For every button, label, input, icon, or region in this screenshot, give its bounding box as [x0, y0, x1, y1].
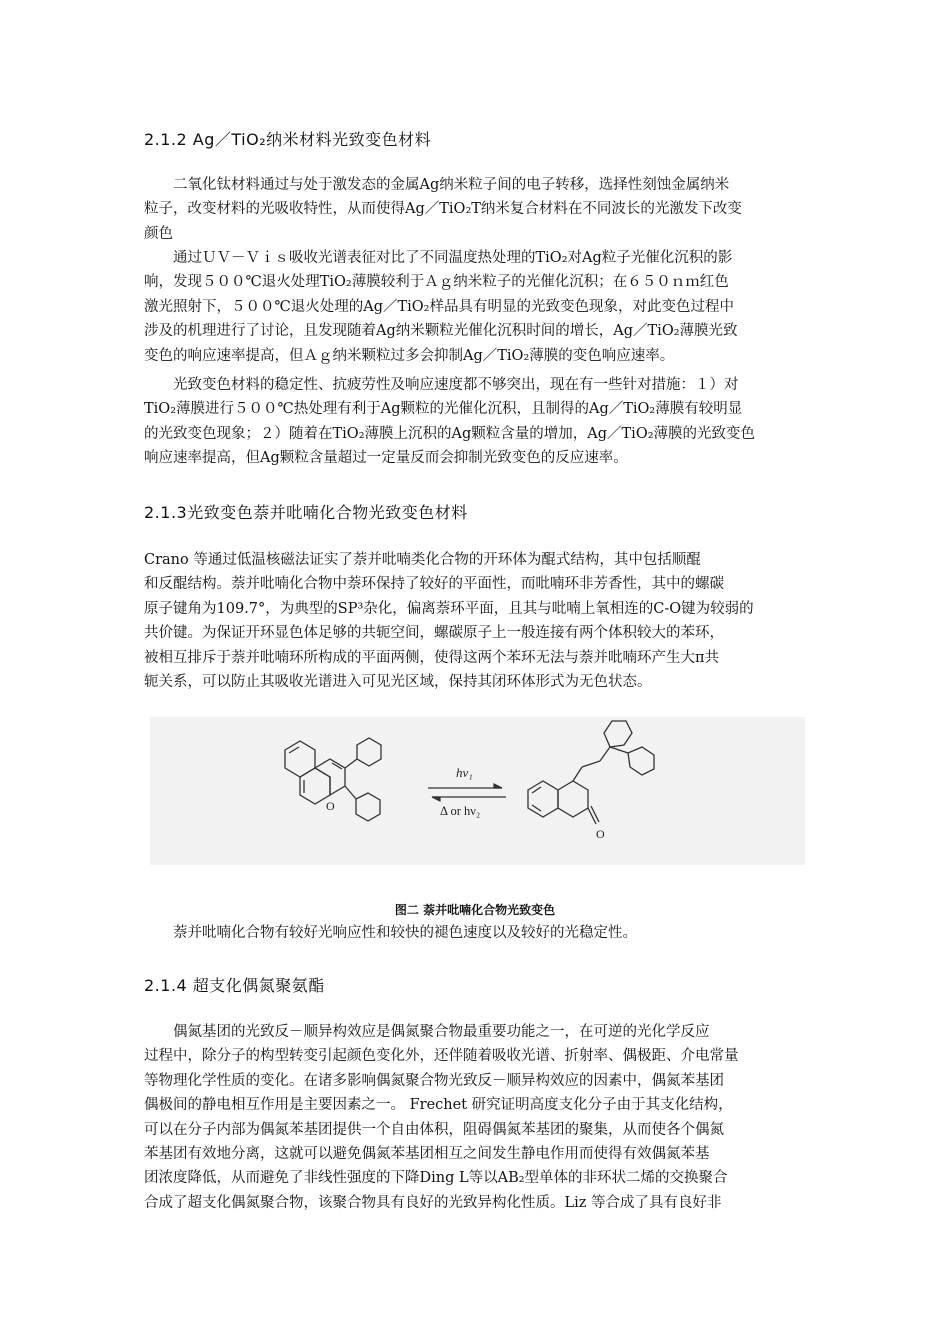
paragraph-uv-vis [144, 246, 814, 368]
text-line: 通过ＵＶ－Ｖｉｓ吸收光谱表征对比了不同温度热处理的TiO₂对Ag粒子光催化沉积的影 [144, 250, 733, 266]
phenyl-3 [604, 721, 632, 747]
section-heading-2-1-4: 2.1.4 超支化偶氮聚氨酯 [144, 976, 325, 995]
paragraph-measures [144, 373, 814, 471]
text-line: 过程中，除分子的构型转变引起颜色变化外，还伴随着吸收光谱、折射率、偶极距、介电常量 [144, 1048, 739, 1065]
text-line: 颜色 [144, 225, 173, 242]
text-line: 响，发现５００℃退火处理TiO₂薄膜较利于Ａｇ纳米粒子的光催化沉积；在６５０ｎｍ红色 [144, 274, 729, 291]
text-line: 等物理化学性质的变化。在诸多影响偶氮聚合物光致反－顺异构效应的因素中，偶氮苯基团 [144, 1072, 724, 1089]
text-line: 激光照射下，５００℃退火处理的Ag／TiO₂样品具有明显的光致变色现象，对此变色过程中 [144, 298, 734, 315]
text-line: 共价键。为保证开环显色体足够的共轭空间，螺碳原子上一般连接有两个体积较大的苯环， [144, 625, 724, 642]
text-line: 偶氮基团的光致反－顺异构效应是偶氮聚合物最重要功能之一，在可逆的光化学反应 [144, 1024, 710, 1040]
reaction-scheme-image [150, 717, 805, 865]
pyran-ring [315, 759, 345, 795]
ring-c [528, 781, 558, 817]
oxygen-label-left: O [326, 799, 335, 813]
paragraph-ag-tio2-intro [144, 173, 814, 246]
text-line: 响应速率提高，但Ag颗粒含量超过一定量反而会抑制光致变色的反应速率。 [144, 450, 628, 467]
text-line: 粒子，改变材料的光吸收特性，从而使得Ag／TiO₂T纳米复合材料在不同波长的光激发下改变 [144, 201, 742, 218]
oxygen-label-right: O [596, 827, 605, 841]
phenyl-4 [628, 747, 654, 775]
ring-d [558, 781, 588, 817]
paragraph-azo [144, 1020, 814, 1215]
phenyl-2 [356, 793, 380, 821]
reverse-arrow-head [432, 797, 440, 801]
reverse-condition-label: Δ or hν₂ [440, 804, 481, 818]
text-line: 光致变色材料的稳定性、抗疲劳性及响应速度都不够突出，现在有一些针对措施：１）对 [144, 377, 739, 393]
text-line: Crano 等通过低温核磁法证实了萘并吡喃类化合物的开环体为醌式结构，其中包括顺醌 [144, 552, 701, 568]
text-line: 轭关系，可以防止其吸收光谱进入可见光区域，保持其闭环体形式为无色状态。 [144, 674, 652, 691]
text-line: 团浓度降低，从而避免了非线性强度的下降Ding L等以AB₂型单体的非环状二烯的交换聚合 [144, 1170, 728, 1187]
text-line: 合成了超支化偶氮聚合物，该聚合物具有良好的光致异构化性质。Liz 等合成了具有良好非 [144, 1194, 722, 1211]
figure-caption: 图二 萘并吡喃化合物光致变色 [394, 903, 556, 917]
phenyl-1 [357, 738, 381, 766]
section-heading-2-1-3: 2.1.3光致变色萘并吡喃化合物光致变色材料 [144, 503, 468, 522]
text-line: 的光致变色现象；２）随着在TiO₂薄膜上沉积的Ag颗粒含量的增加，Ag／TiO₂薄膜的光致变色 [144, 425, 756, 442]
forward-arrow-head [494, 784, 502, 788]
text-line: 二氧化钛材料通过与处于激发态的金属Ag纳米粒子间的电子转移，选择性刻蚀金属纳米 [144, 177, 730, 193]
text-line: 被相互排斥于萘并吡喃环所构成的平面两侧，使得这两个苯环无法与萘并吡喃环产生大π共 [144, 649, 720, 666]
text-line: 偶极间的静电相互作用是主要因素之一。 Frechet 研究证明高度支化分子由于其支化结构， [144, 1097, 733, 1114]
text-line: 萘并吡喃化合物有较好光响应性和较快的褪色速度以及较好的光稳定性。 [144, 925, 637, 941]
ring-a [285, 741, 315, 777]
text-line: 和反醌结构。萘并吡喃化合物中萘环保持了较好的平面性，而吡喃环非芳香性，其中的螺碳 [144, 576, 724, 593]
paragraph-crano [144, 548, 814, 694]
hv1-label: hν₁ [456, 765, 473, 780]
section-heading-2-1-2: 2.1.2 Ag／TiO₂纳米材料光致变色材料 [144, 130, 432, 149]
paragraph-naphthopyran-properties [144, 921, 814, 945]
text-line: TiO₂薄膜进行５００℃热处理有利于Ag颗粒的光催化沉积，且制得的Ag／TiO₂薄膜有较明显 [144, 401, 743, 418]
text-line: 变色的响应速率提高，但Ａｇ纳米颗粒过多会抑制Ag／TiO₂薄膜的变色响应速率。 [144, 347, 675, 364]
text-line: 原子键角为109.7°，为典型的SP³杂化，偏离萘环平面，且其与吡喃上氧相连的C-O键为较弱的 [144, 600, 754, 617]
text-line: 可以在分子内部为偶氮苯基团提供一个自由体积，阻碍偶氮苯基团的聚集，从而使各个偶氮 [144, 1121, 724, 1138]
text-line: 涉及的机理进行了讨论，且发现随着Ag纳米颗粒光催化沉积时间的增长，Ag／TiO₂薄膜光致 [144, 323, 738, 340]
naphthopyran-reaction-figure [150, 717, 805, 865]
text-line: 苯基团有效地分离，这就可以避免偶氮苯基团相互之间发生静电作用而使得有效偶氮苯基 [144, 1146, 710, 1163]
